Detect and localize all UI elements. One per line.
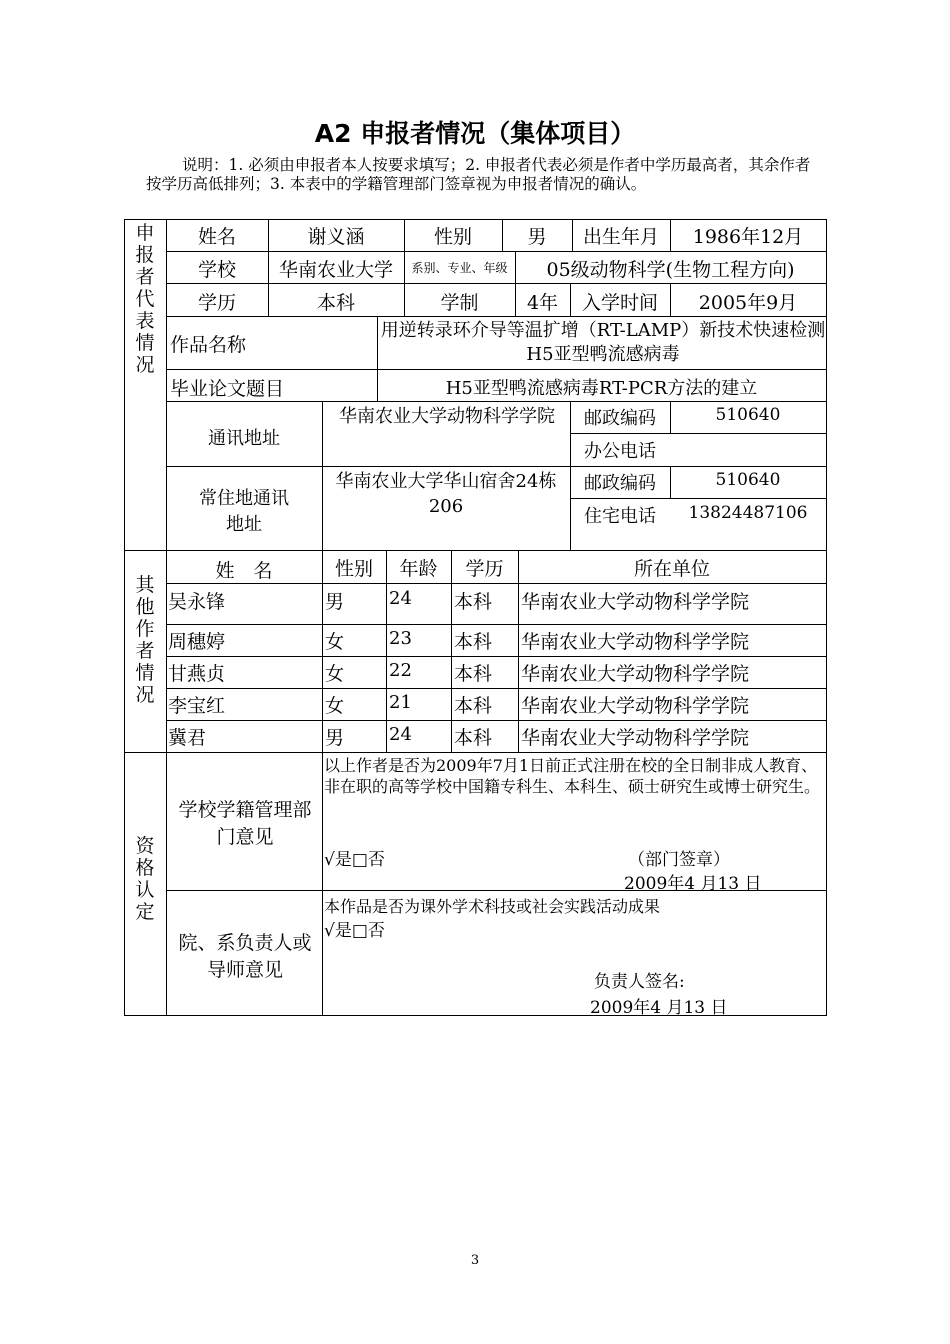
row-unit: 华南农业大学动物科学学院: [521, 631, 750, 653]
table-row: 冀君: [168, 727, 207, 749]
school-value: 华南农业大学: [278, 259, 393, 281]
birth-value: 1986年12月: [692, 226, 804, 248]
table-row: 周穗婷: [168, 631, 226, 653]
table-row: 吴永锋: [168, 591, 226, 613]
row-age: 22: [389, 660, 412, 681]
advisor-opinion-choice[interactable]: √是□否: [324, 921, 385, 941]
row-unit: 华南农业大学动物科学学院: [521, 663, 750, 685]
row-edu: 本科: [454, 663, 493, 685]
table-row: 李宝红: [168, 695, 226, 717]
row-unit: 华南农业大学动物科学学院: [521, 695, 750, 717]
row-gender: 男: [325, 727, 345, 749]
dept-label: 系别、专业、年级: [411, 261, 508, 275]
home-postcode-label: 邮政编码: [584, 473, 656, 494]
table-row: 甘燕贞: [168, 663, 226, 685]
edu-label: 学历: [197, 292, 236, 314]
row-gender: 女: [325, 695, 345, 717]
advisor-opinion-date: 2009年4 月13 日: [590, 998, 728, 1018]
signature-label: 负责人签名:: [594, 972, 685, 992]
postcode-label: 邮政编码: [584, 408, 656, 429]
thesis-value: H5亚型鸭流感病毒RT-PCR方法的建立: [445, 378, 758, 399]
advisor-opinion-text: 本作品是否为课外学术科技或社会实践活动成果: [324, 897, 661, 916]
name-label: 姓名: [197, 226, 236, 248]
office-phone-label: 办公电话: [584, 441, 656, 462]
gender-value: 男: [527, 226, 547, 248]
rep-section-label: 申报者代表情况: [135, 222, 155, 376]
school-label: 学校: [197, 259, 236, 281]
address-value: 华南农业大学动物科学学院: [339, 406, 555, 427]
row-unit: 华南农业大学动物科学学院: [521, 727, 750, 749]
school-opinion-date: 2009年4 月13 日: [624, 874, 762, 894]
row-unit: 华南农业大学动物科学学院: [521, 591, 750, 613]
row-age: 24: [389, 724, 412, 745]
enroll-label: 入学时间: [581, 292, 658, 314]
others-header-age: 年龄: [399, 558, 438, 580]
gender-label: 性别: [433, 226, 472, 248]
school-opinion-label: 学校学籍管理部门意见: [178, 799, 312, 848]
row-edu: 本科: [454, 727, 493, 749]
system-label: 学制: [440, 292, 479, 314]
row-edu: 本科: [454, 631, 493, 653]
others-header-edu: 学历: [465, 558, 504, 580]
home-postcode-value: 510640: [715, 470, 781, 490]
qual-section-label: 资格认定: [135, 835, 155, 923]
others-section-label: 其他作者情况: [135, 574, 155, 706]
home-phone-value: 13824487106: [688, 503, 808, 523]
instructions-note: 说明：1. 必须由申报者本人按要求填写；2. 申报者代表必须是作者中学历最高者，其余作者按学历高低排列；3. 本表中的学籍管理部门签章视为申报者情况的确认。: [146, 156, 811, 193]
row-gender: 女: [325, 663, 345, 685]
address-label: 通讯地址: [208, 428, 280, 449]
thesis-label: 毕业论文题目: [170, 378, 285, 400]
edu-value: 本科: [316, 292, 355, 314]
work-value: 用逆转录环介导等温扩增（RT-LAMP）新技术快速检测H5亚型鸭流感病毒: [380, 320, 826, 365]
work-label: 作品名称: [170, 334, 247, 356]
row-gender: 男: [325, 591, 345, 613]
others-header-unit: 所在单位: [633, 558, 710, 580]
name-value: 谢义涵: [307, 226, 365, 248]
page-title: A2 申报者情况（集体项目）: [314, 119, 636, 148]
row-edu: 本科: [454, 591, 493, 613]
dept-value: 05级动物科学(生物工程方向): [546, 259, 795, 281]
row-age: 23: [389, 628, 412, 649]
postcode-value: 510640: [715, 405, 781, 425]
home-phone-label: 住宅电话: [584, 506, 656, 527]
school-opinion-choice[interactable]: √是□否: [324, 850, 385, 870]
enroll-value: 2005年9月: [698, 292, 798, 314]
row-gender: 女: [325, 631, 345, 653]
row-edu: 本科: [454, 695, 493, 717]
row-age: 21: [389, 692, 412, 713]
row-age: 24: [389, 588, 412, 609]
system-value: 4年: [526, 292, 559, 314]
department-stamp: （部门签章）: [628, 850, 730, 870]
advisor-opinion-label: 院、系负责人或导师意见: [178, 932, 312, 981]
page-number: 3: [470, 1253, 480, 1268]
others-header-name: 姓 名: [215, 560, 273, 582]
birth-label: 出生年月: [582, 226, 659, 248]
school-opinion-text: 以上作者是否为2009年7月1日前正式注册在校的全日制非成人教育、非在职的高等学校中国籍专科生、本科生、硕士研究生或博士研究生。: [324, 756, 821, 796]
home-address-value: 华南农业大学华山宿舍24栋206: [335, 471, 557, 517]
others-header-gender: 性别: [334, 558, 373, 580]
home-address-label: 常住地通讯地址: [199, 488, 289, 535]
